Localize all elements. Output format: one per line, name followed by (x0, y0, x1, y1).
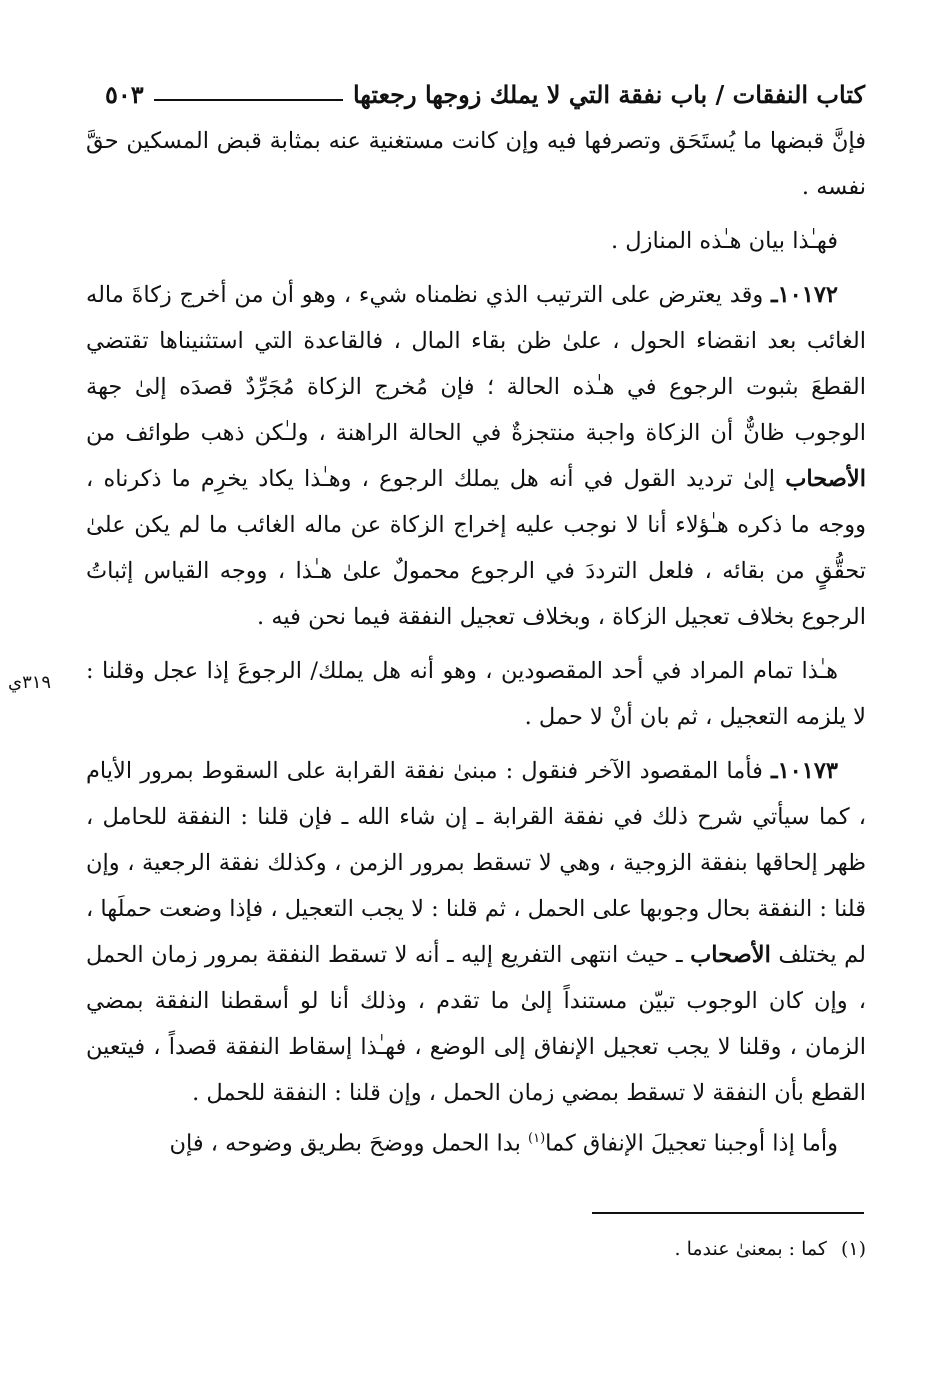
paragraph-3-text-a: وقد يعترض على الترتيب الذي نظمناه شيء ، وهو أن من أخرج زكاةَ ماله الغائب بعد انقضاء الحول ، علىٰ ظن بقاء المال ، فالقاعدة التي استثنيناها تقتضي القطعَ بثبوت الرجوع في هـٰذه الحالة ؛ فإن مُخرج الزكاة مُجَرِّدٌ قصدَه إلىٰ جهة الوجوب ظانٌّ أن الزكاة واجبة منتجزةٌ في الحالة الراهنة ، ولـٰكن ذهب طوائف من (86, 282, 866, 446)
paragraph-6-text-b: بدا الحمل ووضحَ بطريق وضوحه ، فإن (169, 1130, 521, 1157)
footnote (86, 1234, 866, 1264)
paragraph-5 (86, 748, 866, 1116)
paragraph-2: فهـٰذا بيان هـٰذه المنازل . (611, 228, 838, 254)
paragraph-3 (86, 272, 866, 640)
paragraph-4: هـٰذا تمام المراد في أحد المقصودين ، وهو أنه هل يملك/ الرجوعَ إذا عجل وقلنا : لا يلزمه التعجيل ، ثم بان أنْ لا حمل . (86, 658, 866, 730)
paragraph-1: فإنَّ قبضها ما يُستَحَق وتصرفها فيه وإن كانت مستغنية عنه بمثابة قبض المسكين حقَّ نفسه . (86, 128, 866, 200)
issue-number: ١٠١٧٢ـ (770, 282, 839, 308)
issue-number: ١٠١٧٣ـ (770, 758, 838, 784)
main-text (86, 118, 866, 1167)
paragraph-6 (86, 1116, 866, 1167)
running-header (105, 74, 865, 114)
header-rule (154, 99, 343, 101)
paragraph-6-text-a: وأما إذا أوجبنا تعجيلَ الإنفاق كما (545, 1130, 838, 1157)
footnote-separator (592, 1212, 864, 1214)
page-number: ٥٠٣ (105, 79, 144, 109)
manuscript-folio-note: ٣١٩ي (8, 672, 52, 693)
footnote-text: كما : بمعنىٰ عندما . (674, 1238, 827, 1260)
paragraph-5-text-b: ـ حيث انتهى التفريع إليه ـ أنه لا تسقط النفقة بمرور زمان الحمل ، وإن كان الوجوب تبيّن مستنداً إلىٰ ما تقدم ، وذلك أنا لو أسقطنا النفقة بمضي الزمان ، وقلنا لا يجب تعجيل الإنفاق إلى الوضع ، فهـٰذا إسقاط النفقة قصداً ، فيتعين القطع بأن النفقة لا تسقط بمضي زمان الحمل ، وإن قلنا : النفقة للحمل . (86, 942, 866, 1106)
footnote-number: (١) (840, 1238, 866, 1260)
paragraph-3-text-b: إلىٰ ترديد القول في أنه هل يملك الرجوع ، وهـٰذا يكاد يخرِم ما ذكرناه ، ووجه ما ذكره هـٰؤلاء أنا لا نوجب عليه إخراج الزكاة عن ماله الغائب ما لم يكن علىٰ تحقُّقٍ من بقائه ، فلعل الترددَ في الرجوع محمولٌ علىٰ هـٰذا ، ووجه القياس إثباتُ الرجوع بخلاف تعجيل الزكاة ، وبخلاف تعجيل النفقة فيما نحن فيه . (86, 466, 866, 630)
paragraph-5-text-a: فأما المقصود الآخر فنقول : مبنىٰ نفقة القرابة على السقوط بمرور الأيام ، كما سيأتي شرح ذلك في نفقة القرابة ـ إن شاء الله ـ فإن قلنا : النفقة للحامل ، ظهر إلحاقها بنفقة الزوجية ، وهي لا تسقط بمرور الزمن ، وكذلك نفقة الرجعية ، وإن قلنا : النفقة بحال وجوبها على الحمل ، ثم قلنا : لا يجب التعجيل ، فإذا وضعت حملَها ، لم يختلف (86, 758, 866, 968)
header-title: كتاب النفقات / باب نفقة التي لا يملك زوجها رجعتها (352, 79, 865, 109)
bold-term: الأصحاب (690, 942, 771, 968)
bold-term: الأصحاب (785, 466, 866, 492)
footnote-reference: (١) (528, 1131, 546, 1146)
